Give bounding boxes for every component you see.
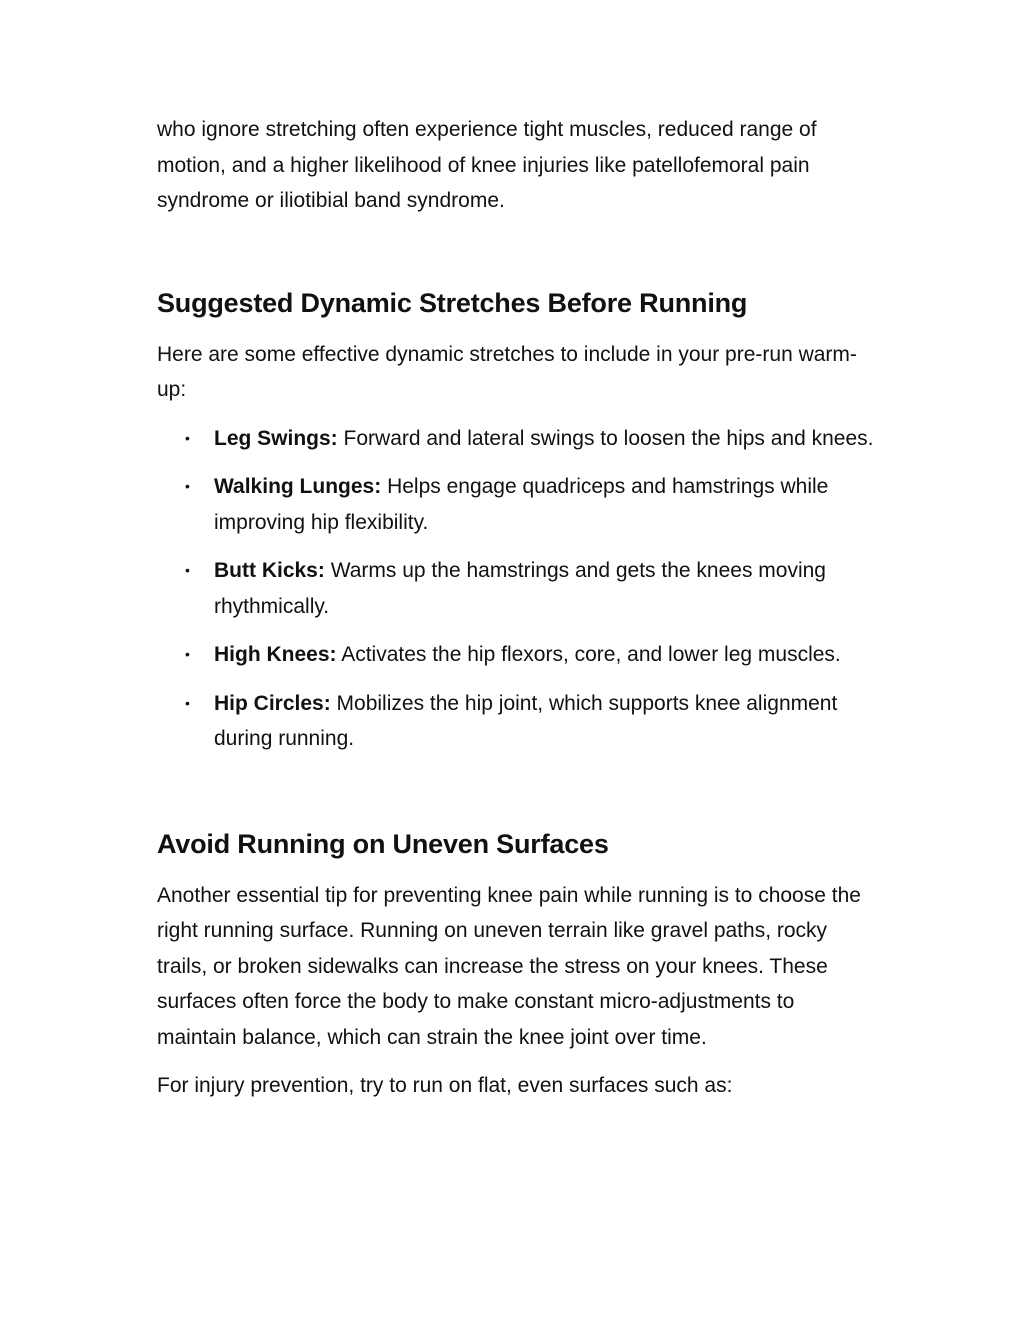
list-item-description: Mobilizes the hip joint, which supports knee alignment during running. xyxy=(214,691,838,750)
list-item-description: Helps engage quadriceps and hamstrings while improving hip flexibility. xyxy=(214,475,829,534)
list-item xyxy=(157,469,877,540)
bullet-icon: • xyxy=(185,478,190,494)
bullet-icon: • xyxy=(185,694,190,711)
document-page xyxy=(157,112,877,1104)
list-item xyxy=(157,421,877,457)
bullet-icon: • xyxy=(185,429,190,446)
surfaces-paragraph-2: For injury prevention, try to run on flat, even surfaces such as: xyxy=(157,1074,733,1097)
bullet-icon: • xyxy=(185,646,190,662)
intro-paragraph: who ignore stretching often experience tight muscles, reduced range of motion, and a higher likelihood of knee injuries like patellofemoral pain syndrome or iliotibial band syndrome. xyxy=(157,118,817,212)
list-item-term: High Knees: xyxy=(214,643,337,666)
list-item xyxy=(157,637,877,673)
surfaces-heading: Avoid Running on Uneven Surfaces xyxy=(157,828,609,859)
list-item xyxy=(157,553,877,624)
list-item-description: Warms up the hamstrings and gets the knees moving rhythmically. xyxy=(214,559,826,618)
list-item xyxy=(157,686,877,757)
surfaces-paragraph-1: Another essential tip for preventing knee pain while running is to choose the right running surface. Running on uneven terrain like gravel paths, rocky trails, or broken sidewalks can increase the stress on your knees. These surfaces often force the body to make constant micro-adjustments to maintain balance, which can strain the knee joint over time. xyxy=(157,883,861,1049)
list-item-term: Hip Circles: xyxy=(214,691,331,715)
stretch-list xyxy=(157,421,877,757)
list-item-term: Walking Lunges: xyxy=(214,475,382,498)
list-item-description: Forward and lateral swings to loosen the hips and knees. xyxy=(337,426,874,450)
list-item-description: Activates the hip flexors, core, and lower leg muscles. xyxy=(336,643,841,666)
list-item-term: Leg Swings: xyxy=(214,426,338,450)
list-item-term: Butt Kicks: xyxy=(214,559,325,582)
stretches-heading: Suggested Dynamic Stretches Before Running xyxy=(157,287,748,318)
bullet-icon: • xyxy=(185,562,190,578)
stretches-intro-paragraph: Here are some effective dynamic stretches to include in your pre-run warm-up: xyxy=(157,342,857,401)
